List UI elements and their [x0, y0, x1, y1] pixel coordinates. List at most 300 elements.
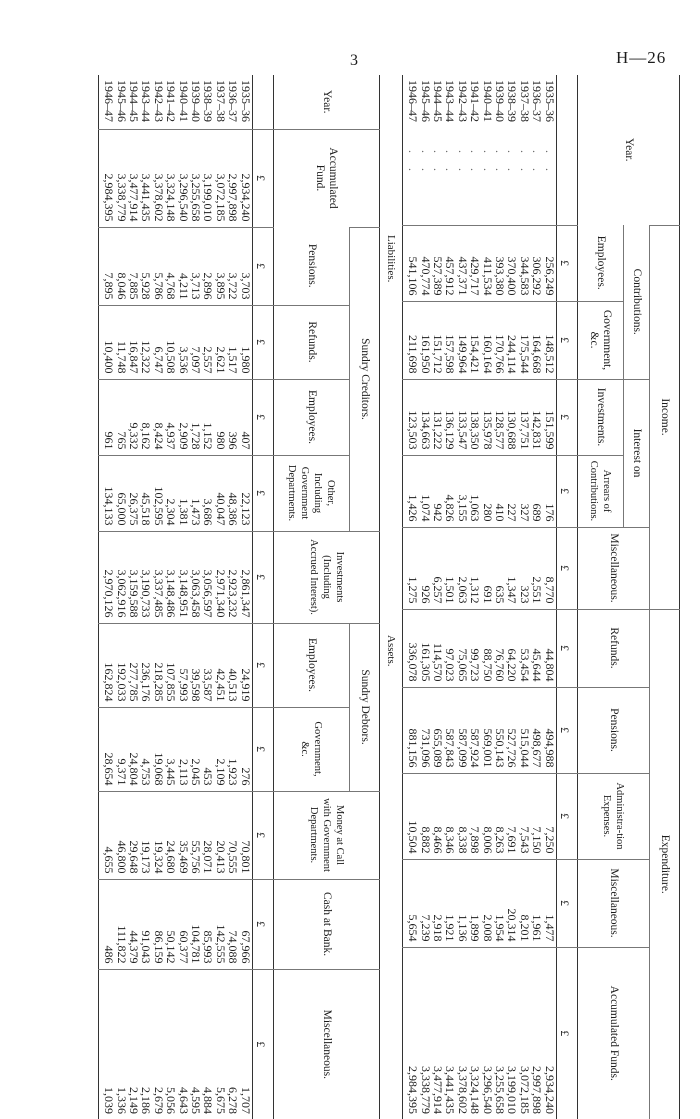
value-cell: 11,748 [115, 305, 127, 379]
table-row [165, 75, 177, 1119]
leader-dots: . . [406, 150, 421, 177]
cash-at-bank-header: Cash at Bank. [274, 879, 380, 969]
value-cell: 8,882 [419, 773, 431, 859]
value-cell: 344,583 [518, 225, 530, 301]
year-value: 1939–40 [188, 80, 203, 122]
leader-dots: . . [480, 150, 495, 177]
value-cell: 75,065 [456, 609, 468, 687]
year-cell [177, 75, 189, 129]
value-cell: 29,648 [128, 791, 140, 879]
value-cell: 176 [543, 455, 556, 527]
value-cell: 2,997,898 [531, 947, 543, 1119]
value-cell: 130,688 [506, 379, 518, 455]
value-cell: 6,747 [152, 305, 164, 379]
year-value: 1940–41 [176, 80, 191, 122]
value-cell: 45,644 [531, 609, 543, 687]
value-cell: 942 [432, 455, 444, 527]
year-cell [214, 75, 226, 129]
unit-cell: £ [556, 225, 577, 301]
value-cell: 3,338,779 [419, 947, 431, 1119]
unit-cell: £ [252, 531, 273, 623]
value-cell: 5,928 [140, 227, 152, 305]
value-cell: 3,255,658 [190, 129, 202, 227]
value-cell: 10,400 [98, 305, 115, 379]
year-value: 1938–39 [201, 80, 216, 122]
value-cell: 9,371 [115, 707, 127, 791]
table-row [444, 75, 456, 1119]
table-row [190, 75, 202, 1119]
year-header: Year. [623, 138, 635, 162]
leader-dots: . . [530, 150, 545, 177]
value-cell: 550,143 [494, 687, 506, 773]
unit-cell: £ [252, 791, 273, 879]
leader-dots: . . [505, 150, 520, 177]
value-cell: 162,824 [98, 623, 115, 707]
value-cell: 24,680 [165, 791, 177, 879]
value-cell: 3,441,435 [140, 129, 152, 227]
value-cell: 10,508 [165, 305, 177, 379]
value-cell: 3,296,540 [177, 129, 189, 227]
value-cell: 429,717 [469, 225, 481, 301]
value-cell: 50,142 [165, 879, 177, 969]
income-header: Income. [650, 225, 680, 609]
year-value: 1935–36 [238, 80, 253, 122]
value-cell: 4,753 [140, 707, 152, 791]
document-reference: H—26 [616, 48, 667, 67]
value-cell: 6,278 [227, 969, 239, 1119]
leader-dots: . . [418, 150, 433, 177]
value-cell: 133,547 [456, 379, 468, 455]
value-cell: 65,000 [115, 455, 127, 531]
value-cell: 2,896 [202, 227, 214, 305]
income-expenditure-rows [402, 75, 556, 1119]
year-value: 1946–47 [406, 80, 421, 122]
value-cell: 164,668 [531, 301, 543, 379]
value-cell: 7,250 [543, 773, 556, 859]
value-cell: 2,551 [531, 527, 543, 609]
value-cell: 3,324,148 [469, 947, 481, 1119]
year-value: 1942–43 [151, 80, 166, 122]
value-cell: 5,675 [214, 969, 226, 1119]
value-cell: 46,800 [115, 791, 127, 879]
value-cell: 635 [494, 527, 506, 609]
value-cell: 2,008 [481, 859, 493, 947]
value-cell: 3,062,916 [115, 531, 127, 623]
year-cell [456, 75, 468, 225]
value-cell: 457,912 [444, 225, 456, 301]
value-cell: 161,950 [419, 301, 431, 379]
leader-dots: . . [542, 150, 557, 177]
value-cell: 1,517 [227, 305, 239, 379]
value-cell: 689 [531, 455, 543, 527]
year-value: 1939–40 [492, 80, 507, 122]
pensions-header: Pensions. [578, 687, 650, 773]
value-cell: 19,324 [152, 791, 164, 879]
year-value: 1945–46 [114, 80, 129, 122]
value-cell: 4,884 [202, 969, 214, 1119]
value-cell: 128,577 [494, 379, 506, 455]
value-cell: 323 [518, 527, 530, 609]
value-cell: 136,129 [444, 379, 456, 455]
value-cell: 3,441,435 [444, 947, 456, 1119]
value-cell: 3,477,914 [432, 947, 444, 1119]
value-cell: 8,162 [140, 379, 152, 455]
value-cell: 3,056,597 [202, 531, 214, 623]
value-cell: 980 [214, 379, 226, 455]
year-cell [481, 75, 493, 225]
table-row [128, 75, 140, 1119]
value-cell: 1,426 [402, 455, 419, 527]
value-cell: 64,220 [506, 609, 518, 687]
value-cell: 236,176 [140, 623, 152, 707]
value-cell: 28,654 [98, 707, 115, 791]
value-cell: 256,249 [543, 225, 556, 301]
value-cell: 7,239 [419, 859, 431, 947]
value-cell: 1,980 [239, 305, 252, 379]
value-cell: 99,723 [469, 609, 481, 687]
value-cell: 76,760 [494, 609, 506, 687]
value-cell: 569,001 [481, 687, 493, 773]
year-cell [140, 75, 152, 129]
value-cell: 1,336 [115, 969, 127, 1119]
year-value: 1945–46 [418, 80, 433, 122]
value-cell: 3,703 [239, 227, 252, 305]
value-cell: 39,598 [190, 623, 202, 707]
page-number: 3 [350, 52, 358, 69]
assets-label: Assets. [385, 635, 397, 667]
value-cell: 1,921 [444, 859, 456, 947]
value-cell: 3,063,458 [190, 531, 202, 623]
value-cell: 44,379 [128, 879, 140, 969]
unit-cell: £ [556, 687, 577, 773]
misc-header-2: Miscellaneous. [274, 969, 380, 1119]
value-cell: 3,072,185 [518, 947, 530, 1119]
value-cell: 453 [202, 707, 214, 791]
value-cell: 8,466 [432, 773, 444, 859]
value-cell: 3,477,914 [128, 129, 140, 227]
value-cell: 1,074 [419, 455, 431, 527]
value-cell: 3,324,148 [165, 129, 177, 227]
value-cell: 70,801 [239, 791, 252, 879]
value-cell: 587,843 [444, 687, 456, 773]
value-cell: 4,937 [165, 379, 177, 455]
value-cell: 218,285 [152, 623, 164, 707]
value-cell: 7,898 [469, 773, 481, 859]
value-cell: 2,934,240 [239, 129, 252, 227]
year-value: 1941–42 [164, 80, 179, 122]
value-cell: 7,885 [128, 227, 140, 305]
value-cell: 55,756 [190, 791, 202, 879]
value-cell: 731,096 [419, 687, 431, 773]
leader-dots: . . [443, 150, 458, 177]
year-value: 1944–45 [126, 80, 141, 122]
table-row [518, 75, 530, 1119]
year-cell [128, 75, 140, 129]
value-cell: 3,199,010 [202, 129, 214, 227]
government-header: Government, &c. [578, 301, 624, 379]
value-cell: 2,621 [214, 305, 226, 379]
value-cell: 151,599 [543, 379, 556, 455]
table-row [177, 75, 189, 1119]
liabilities-assets-rows [98, 75, 252, 1119]
value-cell: 410 [494, 455, 506, 527]
year-cell [543, 75, 556, 225]
table-row [456, 75, 468, 1119]
table-row [506, 75, 518, 1119]
value-cell: 1,312 [469, 527, 481, 609]
value-cell: 2,113 [177, 707, 189, 791]
year-value: 1938–39 [505, 80, 520, 122]
value-cell: 227 [506, 455, 518, 527]
value-cell: 35,469 [177, 791, 189, 879]
value-cell: 8,046 [115, 227, 127, 305]
value-cell: 149,964 [456, 301, 468, 379]
value-cell: 327 [518, 455, 530, 527]
value-cell: 3,686 [202, 455, 214, 531]
value-cell: 7,150 [531, 773, 543, 859]
unit-cell: £ [252, 129, 273, 227]
value-cell: 1,728 [190, 379, 202, 455]
table-row [419, 75, 431, 1119]
value-cell: 3,445 [165, 707, 177, 791]
value-cell: 19,173 [140, 791, 152, 879]
leader-dots: . . [492, 150, 507, 177]
value-cell: 5,786 [152, 227, 164, 305]
leader-dots: . . [455, 150, 470, 177]
value-cell: 1,381 [177, 455, 189, 531]
value-cell: 3,072,185 [214, 129, 226, 227]
value-cell: 393,380 [494, 225, 506, 301]
value-cell: 9,332 [128, 379, 140, 455]
value-cell: 2,971,340 [214, 531, 226, 623]
year-cell [506, 75, 518, 225]
value-cell: 8,424 [152, 379, 164, 455]
value-cell: 2,149 [128, 969, 140, 1119]
leader-dots: . . [517, 150, 532, 177]
value-cell: 88,750 [481, 609, 493, 687]
value-cell: 160,164 [481, 301, 493, 379]
sundry-creditors-header: Sundry Creditors. [350, 227, 380, 531]
value-cell: 2,045 [190, 707, 202, 791]
value-cell: 42,451 [214, 623, 226, 707]
year-cell [531, 75, 543, 225]
table-row [152, 75, 164, 1119]
unit-cell: £ [252, 969, 273, 1119]
year-header-2: Year. [321, 90, 333, 114]
value-cell: 3,337,485 [152, 531, 164, 623]
value-cell: 5,056 [165, 969, 177, 1119]
value-cell: 1,477 [543, 859, 556, 947]
value-cell: 175,544 [518, 301, 530, 379]
table-row [98, 75, 115, 1119]
table-row [481, 75, 493, 1119]
year-value: 1944–45 [430, 80, 445, 122]
value-cell: 587,924 [469, 687, 481, 773]
value-cell: 20,314 [506, 859, 518, 947]
value-cell: 1,501 [444, 527, 456, 609]
year-value: 1937–38 [213, 80, 228, 122]
value-cell: 3,536 [177, 305, 189, 379]
value-cell: 244,114 [506, 301, 518, 379]
unit-cell: £ [556, 773, 577, 859]
value-cell: 6,257 [432, 527, 444, 609]
value-cell: 4,768 [165, 227, 177, 305]
admin-expenses-header: Administra-tion Expenses. [578, 773, 650, 859]
creditors-pensions-header: Pensions. [306, 243, 318, 288]
value-cell: 2,679 [152, 969, 164, 1119]
value-cell: 498,677 [531, 687, 543, 773]
value-cell: 137,751 [518, 379, 530, 455]
value-cell: 26,375 [128, 455, 140, 531]
year-cell [227, 75, 239, 129]
year-value: 1935–36 [542, 80, 557, 122]
value-cell: 306,292 [531, 225, 543, 301]
value-cell: 926 [419, 527, 431, 609]
value-cell: 3,148,951 [177, 531, 189, 623]
year-cell [494, 75, 506, 225]
value-cell: 8,006 [481, 773, 493, 859]
table-row [494, 75, 506, 1119]
table-row [402, 75, 419, 1119]
value-cell: 123,503 [402, 379, 419, 455]
value-cell: 134,663 [419, 379, 431, 455]
value-cell: 1,473 [190, 455, 202, 531]
value-cell: 142,555 [214, 879, 226, 969]
leader-dots: . . [468, 150, 483, 177]
table-row [469, 75, 481, 1119]
unit-cell: £ [252, 455, 273, 531]
value-cell: 3,296,540 [481, 947, 493, 1119]
employees-header: Employees. [595, 235, 607, 290]
value-cell: 1,039 [98, 969, 115, 1119]
year-value: 1936–37 [530, 80, 545, 122]
creditors-other-header: Other, Including Government Departments. [274, 455, 350, 531]
creditors-refunds-header: Refunds. [274, 305, 350, 379]
creditors-employees-header: Employees. [274, 379, 350, 455]
value-cell: 111,822 [115, 879, 127, 969]
value-cell: 336,078 [402, 609, 419, 687]
unit-cell: £ [556, 455, 577, 527]
table-row [140, 75, 152, 1119]
value-cell: 276 [239, 707, 252, 791]
value-cell: 33,587 [202, 623, 214, 707]
value-cell: 3,378,602 [152, 129, 164, 227]
arrears-header: Arrears of Contributions. [578, 455, 624, 527]
unit-cell: £ [252, 623, 273, 707]
value-cell: 961 [98, 379, 115, 455]
year-value: 1940–41 [480, 80, 495, 122]
year-cell [402, 75, 419, 225]
value-cell: 8,263 [494, 773, 506, 859]
table-row [531, 75, 543, 1119]
value-cell: 142,831 [531, 379, 543, 455]
value-cell: 370,400 [506, 225, 518, 301]
year-cell [469, 75, 481, 225]
value-cell: 7,691 [506, 773, 518, 859]
value-cell: 2,918 [432, 859, 444, 947]
unit-cell: £ [556, 379, 577, 455]
value-cell: 3,895 [214, 227, 226, 305]
value-cell: 5,654 [402, 859, 419, 947]
value-cell: 8,338 [456, 773, 468, 859]
value-cell: 2,304 [165, 455, 177, 531]
accumulated-fund-header: Accumulated Fund. [274, 129, 380, 227]
year-cell [202, 75, 214, 129]
value-cell: 1,275 [402, 527, 419, 609]
value-cell: 3,722 [227, 227, 239, 305]
value-cell: 3,713 [190, 227, 202, 305]
value-cell: 4,655 [98, 791, 115, 879]
year-cell [165, 75, 177, 129]
value-cell: 541,106 [402, 225, 419, 301]
value-cell: 44,804 [543, 609, 556, 687]
value-cell: 280 [481, 455, 493, 527]
value-cell: 527,389 [432, 225, 444, 301]
unit-cell: £ [556, 527, 577, 609]
year-cell [432, 75, 444, 225]
value-cell: 1,347 [506, 527, 518, 609]
value-cell: 4,595 [190, 969, 202, 1119]
value-cell: 20,413 [214, 791, 226, 879]
value-cell: 2,186 [140, 969, 152, 1119]
value-cell: 470,774 [419, 225, 431, 301]
money-at-call-header: Money at Call with Government Departments. [274, 791, 380, 879]
value-cell: 135,978 [481, 379, 493, 455]
value-cell: 151,712 [432, 301, 444, 379]
value-cell: 587,099 [456, 687, 468, 773]
value-cell: 437,371 [456, 225, 468, 301]
value-cell: 74,088 [227, 879, 239, 969]
year-value: 1946–47 [102, 80, 117, 122]
value-cell: 114,570 [432, 609, 444, 687]
value-cell: 2,984,395 [98, 129, 115, 227]
leader-dots: . . [430, 150, 445, 177]
value-cell: 3,255,658 [494, 947, 506, 1119]
year-cell [98, 75, 115, 129]
year-value: 1943–44 [139, 80, 154, 122]
value-cell: 3,199,010 [506, 947, 518, 1119]
expenditure-header: Expenditure. [650, 609, 680, 1119]
year-cell [115, 75, 127, 129]
value-cell: 2,970,126 [98, 531, 115, 623]
income-misc-header: Miscellaneous. [578, 527, 650, 609]
rotated-tables [70, 75, 680, 1119]
value-cell: 2,063 [456, 527, 468, 609]
value-cell: 2,934,240 [543, 947, 556, 1119]
value-cell: 91,043 [140, 879, 152, 969]
value-cell: 134,133 [98, 455, 115, 531]
value-cell: 131,222 [432, 379, 444, 455]
unit-cell: £ [556, 609, 577, 687]
value-cell: 3,159,588 [128, 531, 140, 623]
value-cell: 691 [481, 527, 493, 609]
table-row [115, 75, 127, 1119]
expenditure-misc-header: Miscellaneous. [578, 859, 650, 947]
debtors-employees-header: Employees. [274, 623, 350, 707]
year-value: 1937–38 [517, 80, 532, 122]
unit-cell: £ [556, 947, 577, 1119]
value-cell: 486 [98, 879, 115, 969]
value-cell: 16,847 [128, 305, 140, 379]
value-cell: 57,993 [177, 623, 189, 707]
liabilities-assets-table [98, 75, 380, 1119]
investments-header: Investments. [578, 379, 624, 455]
value-cell: 211,698 [402, 301, 419, 379]
value-cell: 45,518 [140, 455, 152, 531]
year-value: 1943–44 [443, 80, 458, 122]
value-cell: 881,156 [402, 687, 419, 773]
value-cell: 60,377 [177, 879, 189, 969]
